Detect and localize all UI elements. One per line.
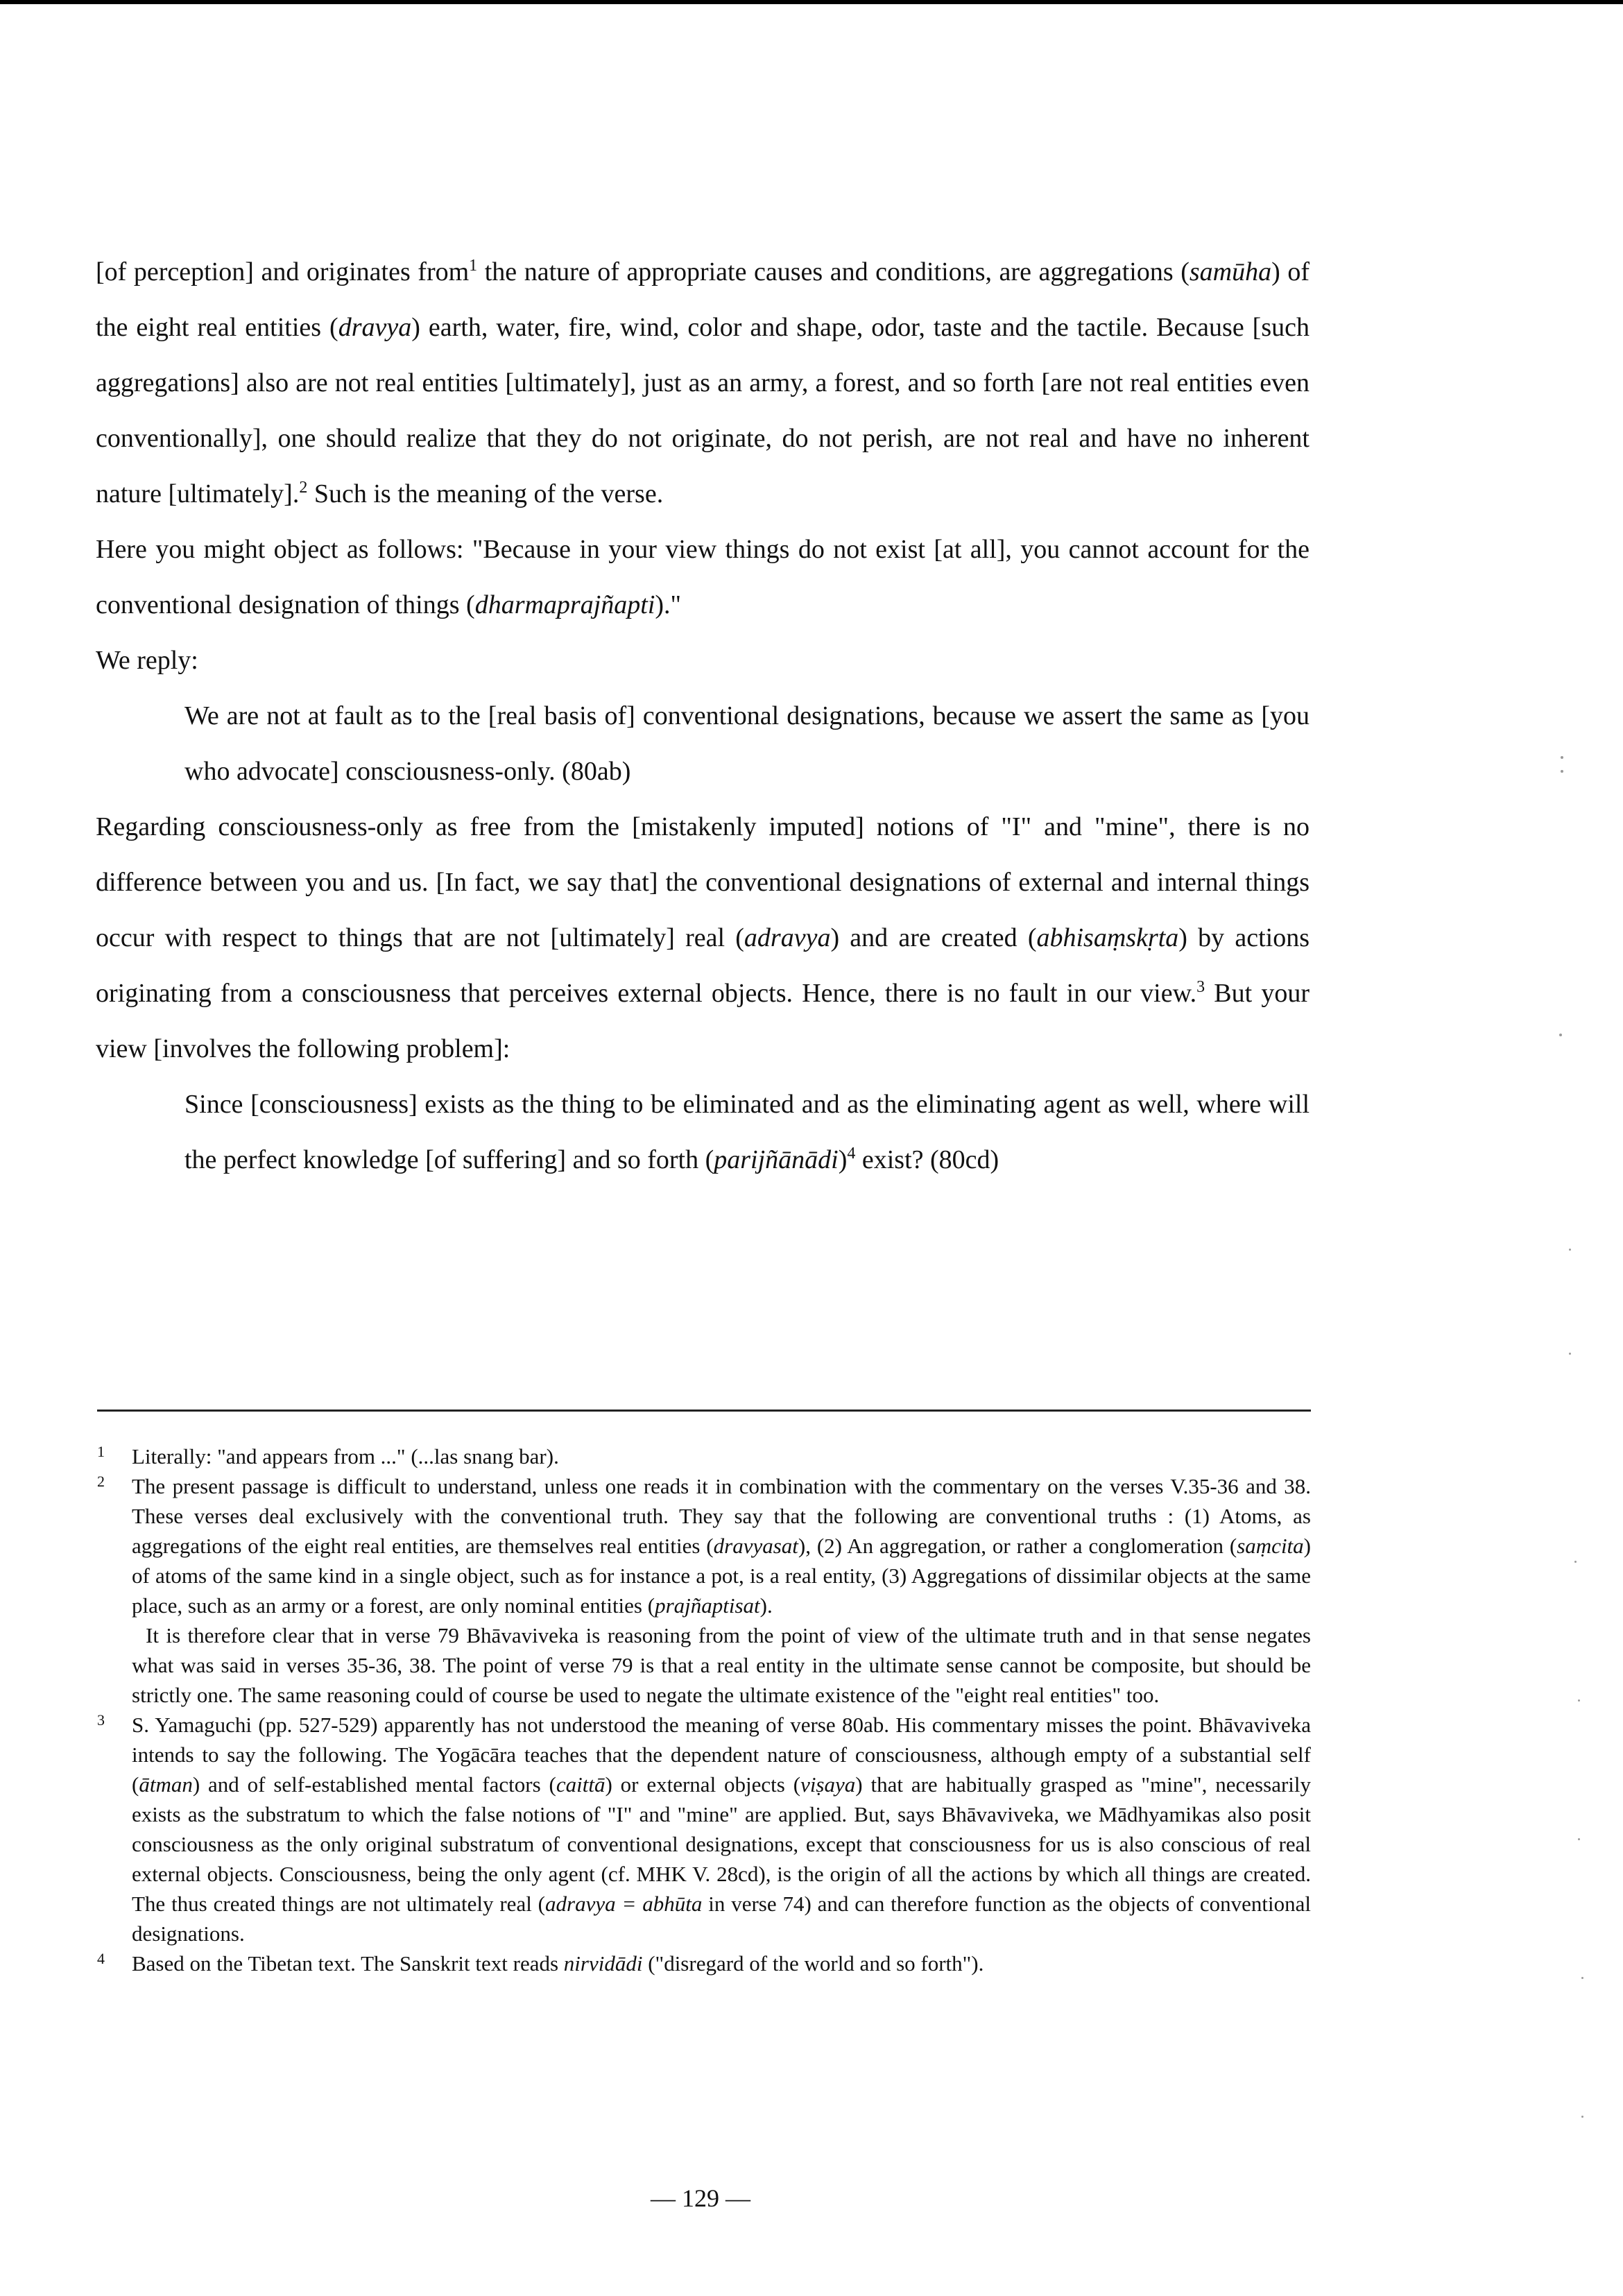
- scan-speck: [1561, 770, 1563, 773]
- scan-speck: [1578, 1838, 1580, 1840]
- text-run: the nature of appropriate causes and conditions, are aggregations (: [477, 257, 1190, 286]
- text-run: in verse 74) and can therefore function as the objects of conventional designations.: [132, 1892, 1311, 1946]
- footnote-text: [132, 1710, 1311, 1948]
- text-run: The present passage is difficult to understand, unless one reads it in combination with the commentary on the verses V.35-36 and 38. These verses deal exclusively with the conventional truth. They say that the following are conventional truths : (1) Atoms, as aggregations of the eight real entities, are themselves real entities (: [132, 1474, 1311, 1558]
- text-run: ).: [759, 1593, 773, 1618]
- text-run: ("disregard of the world and so forth").: [642, 1951, 984, 1976]
- text-run: ) earth, water, fire, wind, color and shape, odor, taste and the tactile. Because [such aggregations] also are not real entities [ultimately], just as an army, a forest, and so forth [are not real entities even conventionally], one should realize that they do not originate, do not perish, are not real and have no inherent nature [ultimately].: [96, 313, 1309, 508]
- footnote-text: [132, 1471, 1311, 1620]
- text-run: ) of atoms of the same kind in a single object, such as for instance a pot, is a real entity, (3) Aggregations of dissimilar objects at the same place, such as an army or a forest, are only nominal entities (: [132, 1534, 1311, 1618]
- text-run: It is therefore clear that in verse 79 Bhāvaviveka is reasoning from the point of view of the ultimate truth and in that sense negates what was said in verses 35-36, 38. The point of verse 79 is that a real entity in the ultimate sense cannot be composite, but should be strictly one. The same reasoning could of course be used to negate the ultimate existence of the "eight real entities" too.: [132, 1623, 1311, 1707]
- text-run: ), (2) An aggregation, or rather a conglomeration (: [798, 1534, 1237, 1558]
- footnote-text: [132, 1441, 1311, 1471]
- text-run: ) of the eight real entities (: [96, 257, 1309, 342]
- footnote-1: [97, 1441, 1311, 1471]
- footnote-marker: 2: [97, 1473, 105, 1490]
- scan-speck: [1581, 1977, 1583, 1979]
- text-run: ) or external objects (: [605, 1772, 801, 1797]
- verse-80cd: [184, 1077, 1309, 1188]
- italic-term: nirvidādi: [563, 1951, 643, 1976]
- text-run: S. Yamaguchi (pp. 527-529) apparently has not understood the meaning of verse 80ab. His commentary misses the point. Bhāvaviveka intends to say the following. The Yogācāra teaches that the dependent nature of consciousness, although empty of a substantial self (: [132, 1713, 1311, 1797]
- italic-term: viṣaya: [800, 1772, 856, 1797]
- footnote-marker: 3: [97, 1711, 105, 1729]
- footnote-text-continued: [132, 1620, 1311, 1710]
- text-run: Such is the meaning of the verse.: [307, 479, 664, 508]
- text-run: Based on the Tibetan text. The Sanskrit text reads: [132, 1951, 564, 1976]
- text-run: Literally: "and appears from ..." (...las snang bar).: [132, 1444, 559, 1468]
- text-run: ) that are habitually grasped as "mine", necessarily exists as the substratum to which the false notions of "I" and "mine" are applied. But, says Bhāvaviveka, we Mādhyamikas also posit consciousness as the only original substratum of conventional designations, except that consciousness for us is also conscious of real external objects. Consciousness, being the only agent (cf. MHK V. 28cd), is the origin of all the actions by which all things are created. The thus created things are not ultimately real (: [132, 1772, 1311, 1916]
- text-run: ) by actions originating from a consciousness that perceives external objects. Hence, there is no fault in our view.: [96, 923, 1309, 1008]
- footnote-3: [97, 1710, 1311, 1948]
- text-run: Regarding consciousness-only as free from the [mistakenly imputed] notions of "I" and "mine", there is no difference between you and us. [In fact, we say that] the conventional designations of external and internal things occur with respect to things that are not [ultimately] real (: [96, 812, 1309, 952]
- italic-term: adravya = abhūta: [545, 1892, 703, 1916]
- scan-speck: [1569, 1249, 1571, 1251]
- text-run: We reply:: [96, 646, 198, 675]
- italic-term: samūha: [1189, 257, 1272, 286]
- main-text: [96, 244, 1309, 1188]
- italic-term: dharmaprajñapti: [474, 590, 655, 619]
- footnotes: [97, 1441, 1311, 1978]
- italic-term: ātman: [139, 1772, 193, 1797]
- italic-term: saṃcita: [1237, 1534, 1304, 1558]
- text-run: ) and are created (: [830, 923, 1037, 952]
- scan-speck: [1561, 756, 1563, 759]
- footnote-ref: 2: [299, 479, 308, 497]
- text-run: ) and of self-established mental factors (: [192, 1772, 556, 1797]
- text-run: But your view [involves the following problem]:: [96, 979, 1310, 1063]
- italic-term: abhisaṃskṛta: [1036, 923, 1179, 952]
- text-run: We are not at fault as to the [real basis of] conventional designations, because we assert the same as [you who advocate] consciousness-only. (80ab): [184, 701, 1309, 786]
- footnote-ref: 4: [847, 1145, 856, 1163]
- text-run: Here you might object as follows: "Because in your view things do not exist [at all], you cannot account for the conventional designation of things (: [96, 535, 1309, 619]
- footnote-ref: 1: [469, 257, 478, 275]
- footnote-rule: [97, 1410, 1311, 1412]
- footnote-4: [97, 1948, 1311, 1978]
- paragraph-3: [96, 633, 1309, 688]
- paragraph-1: [96, 244, 1309, 522]
- scan-speck: [1559, 1034, 1562, 1036]
- italic-term: dravyasat: [713, 1534, 798, 1558]
- verse-80ab: [184, 688, 1309, 799]
- footnote-marker: 4: [97, 1950, 105, 1967]
- page-number: — 129 —: [651, 2184, 750, 2212]
- italic-term: prajñaptisat: [655, 1593, 760, 1618]
- footnote-marker: 1: [97, 1443, 105, 1460]
- text-run: ): [838, 1145, 848, 1174]
- scan-top-border: [0, 0, 1623, 4]
- footnote-ref: 3: [1196, 978, 1205, 996]
- italic-term: adravya: [744, 923, 831, 952]
- footnote-text: [132, 1948, 1311, 1978]
- scan-speck: [1574, 1561, 1577, 1563]
- text-run: ).": [655, 590, 682, 619]
- footnote-2: [97, 1471, 1311, 1710]
- italic-term: caittā: [556, 1772, 606, 1797]
- text-run: Since [consciousness] exists as the thing to be eliminated and as the eliminating agent as well, where will the perfect knowledge [of suffering] and so forth (: [184, 1090, 1309, 1174]
- scan-speck: [1569, 1353, 1571, 1355]
- paragraph-4: [96, 799, 1309, 1077]
- scan-speck: [1581, 2116, 1583, 2118]
- text-run: exist? (80cd): [855, 1145, 999, 1174]
- scan-speck: [1578, 1699, 1580, 1702]
- paragraph-2: [96, 522, 1309, 633]
- italic-term: parijñānādi: [714, 1145, 839, 1174]
- text-run: [of perception] and originates from: [96, 257, 470, 286]
- italic-term: dravya: [338, 313, 412, 342]
